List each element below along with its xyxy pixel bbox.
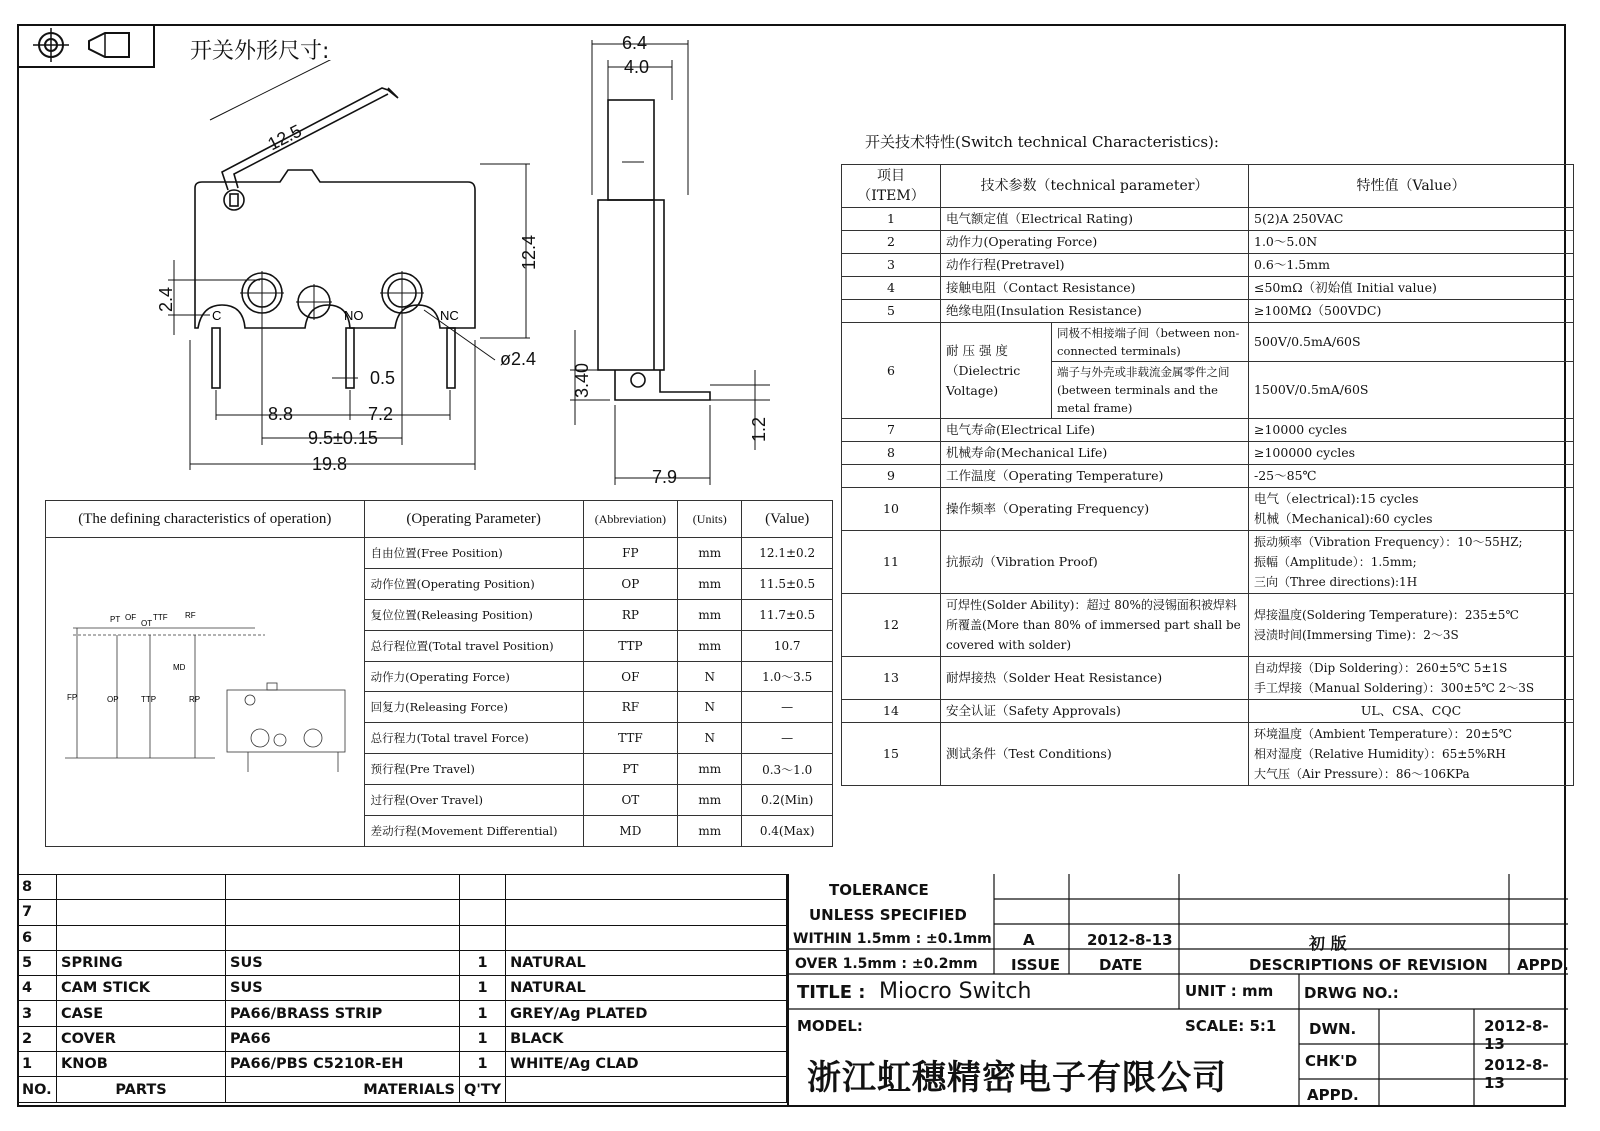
tech-param: 耐焊接热（Solder Heat Resistance) — [941, 657, 1249, 700]
tech-subparam: 同极不相接端子间（between non-connected terminals) — [1052, 323, 1249, 362]
description-label: DESCRIPTIONS OF REVISION — [1249, 956, 1488, 974]
ops-unit: mm — [678, 599, 742, 630]
tech-value-line: 机械（Mechanical):60 cycles — [1254, 511, 1433, 526]
title-label: TITLE : — [797, 982, 866, 1003]
ops-abbr: RP — [583, 599, 678, 630]
part-finish: GREY/Ag PLATED — [506, 1001, 787, 1026]
table-row — [842, 531, 1574, 594]
ops-abbr: FP — [583, 538, 678, 569]
ops-unit: mm — [678, 754, 742, 785]
ops-value: — — [742, 723, 833, 754]
ops-param: 过行程(Over Travel) — [364, 785, 583, 816]
part-no: 6 — [18, 925, 57, 950]
dim-terminal-thickness: 1.2 — [749, 416, 769, 442]
tech-no: 2 — [842, 231, 941, 254]
part-finish: WHITE/Ag CLAD — [506, 1052, 787, 1077]
ops-value: 0.3～1.0 — [742, 754, 833, 785]
terminal-no-label: NO — [344, 308, 364, 323]
tech-no: 6 — [842, 323, 941, 419]
dim-hole-dia: ø2.4 — [500, 349, 537, 369]
ops-unit: N — [678, 723, 742, 754]
table-row — [842, 465, 1574, 488]
table-row — [18, 1026, 787, 1051]
part-finish: NATURAL — [506, 976, 787, 1001]
tolerance-within: WITHIN 1.5mm : ±0.1mm — [793, 931, 992, 947]
ops-param: 复位位置(Releasing Position) — [364, 599, 583, 630]
fig-label-rf: RF — [184, 611, 196, 621]
dim-width-body: 4.0 — [624, 57, 650, 77]
part-no: 8 — [18, 875, 57, 900]
tech-no: 5 — [842, 300, 941, 323]
front-view-drawing — [150, 60, 570, 480]
model-label: MODEL: — [797, 1017, 863, 1035]
ops-abbr: TTP — [583, 630, 678, 661]
table-row — [842, 442, 1574, 465]
tech-no: 10 — [842, 488, 941, 531]
ops-value: — — [742, 692, 833, 723]
tolerance-over: OVER 1.5mm : ±0.2mm — [795, 956, 978, 972]
tech-value: 500V/0.5mA/60S — [1249, 323, 1574, 362]
part-qty: 1 — [460, 976, 506, 1001]
table-row — [18, 950, 787, 975]
ops-param: 总行程位置(Total travel Position) — [364, 630, 583, 661]
table-row — [18, 900, 787, 925]
dim-width-total: 6.4 — [622, 33, 648, 53]
tech-header-param: 技术参数（technical parameter） — [941, 165, 1249, 208]
part-no: 2 — [18, 1026, 57, 1051]
ops-param: 自由位置(Free Position) — [364, 538, 583, 569]
tech-value-line: 振幅（Amplitude）：1.5mm; — [1254, 555, 1417, 569]
tech-no: 1 — [842, 208, 941, 231]
fig-label-of: OF — [124, 613, 136, 623]
ops-header-defining: (The defining characteristics of operation) — [46, 501, 365, 538]
scale-label: SCALE: 5:1 — [1185, 1017, 1277, 1035]
ops-value: 11.5±0.5 — [742, 568, 833, 599]
part-name: CASE — [57, 1001, 226, 1026]
company-name: 浙江虹穗精密电子有限公司 — [807, 1058, 1227, 1098]
terminal-c-label: C — [212, 308, 222, 323]
checked-label: CHK'D — [1305, 1052, 1358, 1070]
tech-param: 可焊性(Solder Ability)：超过 80%的浸锡面积被焊料所覆盖(More than 80% of immersed part shall be covered with solder) — [941, 594, 1249, 657]
table-row — [842, 419, 1574, 442]
ops-param: 总行程力(Total travel Force) — [364, 723, 583, 754]
tech-value: ≤50mΩ（初始值 Initial value) — [1249, 277, 1574, 300]
drawing-number-label: DRWG NO.: — [1304, 984, 1399, 1002]
tech-no: 8 — [842, 442, 941, 465]
table-row — [842, 594, 1574, 657]
table-row — [842, 700, 1574, 723]
ops-param: 动作力(Operating Force) — [364, 661, 583, 692]
ops-param: 动作位置(Operating Position) — [364, 568, 583, 599]
tech-param: 耐 压 强 度（Dielectric Voltage) — [941, 323, 1052, 419]
ops-unit: N — [678, 692, 742, 723]
tech-value: 5(2)A 250VAC — [1249, 208, 1574, 231]
dim-height: 12.4 — [519, 234, 539, 270]
tolerance-label: TOLERANCE — [829, 881, 929, 899]
approved-label: APPD. — [1307, 1086, 1359, 1104]
tech-value-line: 相对湿度（Relative Humidity）：65±5%RH — [1254, 747, 1506, 761]
ops-value: 10.7 — [742, 630, 833, 661]
tech-no: 13 — [842, 657, 941, 700]
table-row — [842, 323, 1574, 362]
tech-value: 0.6～1.5mm — [1249, 254, 1574, 277]
date-label: DATE — [1099, 956, 1143, 974]
tech-no: 4 — [842, 277, 941, 300]
operation-table — [45, 500, 833, 847]
part-no: 7 — [18, 900, 57, 925]
tech-param: 工作温度（Operating Temperature) — [941, 465, 1249, 488]
tech-param: 安全认证（Safety Approvals) — [941, 700, 1249, 723]
table-row — [18, 1001, 787, 1026]
ops-abbr: OP — [583, 568, 678, 599]
tech-no: 15 — [842, 723, 941, 786]
fig-label-ttf: TTF — [152, 613, 168, 623]
tech-value: ≥10000 cycles — [1249, 419, 1574, 442]
projection-symbol — [17, 24, 155, 68]
tech-param: 接触电阻（Contact Resistance) — [941, 277, 1249, 300]
fig-label-fp: FP — [66, 693, 78, 703]
part-no: 4 — [18, 976, 57, 1001]
parts-header-no: NO. — [18, 1077, 57, 1102]
tech-no: 3 — [842, 254, 941, 277]
ops-unit: mm — [678, 538, 742, 569]
tech-param: 测试条件（Test Conditions) — [941, 723, 1249, 786]
ops-param: 回复力(Releasing Force) — [364, 692, 583, 723]
parts-table — [17, 874, 787, 1103]
dim-terminal-height: 3.40 — [572, 362, 592, 398]
tech-param: 动作力(Operating Force) — [941, 231, 1249, 254]
third-angle-projection-icon — [17, 24, 153, 66]
part-material: SUS — [226, 950, 460, 975]
dim-c-nc: 9.5±0.15 — [308, 428, 378, 448]
table-row — [18, 1052, 787, 1077]
tech-param: 电气额定值（Electrical Rating) — [941, 208, 1249, 231]
ops-value: 0.2(Min) — [742, 785, 833, 816]
dim-depth: 7.9 — [652, 467, 678, 487]
parts-header-part: PARTS — [57, 1077, 226, 1102]
tech-value-line: 振动频率（Vibration Frequency）：10～55HZ; — [1254, 535, 1523, 549]
part-name: CAM STICK — [57, 976, 226, 1001]
part-material: SUS — [226, 976, 460, 1001]
table-row — [18, 875, 787, 900]
tech-param: 绝缘电阻(Insulation Resistance) — [941, 300, 1249, 323]
tech-param: 操作频率（Operating Frequency) — [941, 488, 1249, 531]
drawn-date: 2012-8-13 — [1484, 1017, 1549, 1053]
part-finish: NATURAL — [506, 950, 787, 975]
ops-abbr: OT — [583, 785, 678, 816]
tech-param: 机械寿命(Mechanical Life) — [941, 442, 1249, 465]
title-block — [787, 874, 1568, 1107]
drawing-title: Miocro Switch — [879, 979, 1032, 1004]
part-no: 5 — [18, 950, 57, 975]
tech-value-line: 环境温度（Ambient Temperature）：20±5℃ — [1254, 727, 1513, 741]
fig-label-pt: PT — [109, 615, 121, 625]
parts-header-qty: Q'TY — [460, 1077, 506, 1102]
tech-value-line: 自动焊接（Dip Soldering）：260±5℃ 5±1S — [1254, 661, 1508, 675]
ops-value: 0.4(Max) — [742, 816, 833, 847]
part-material: PA66 — [226, 1026, 460, 1051]
ops-value: 12.1±0.2 — [742, 538, 833, 569]
tech-header-item: 项目（ITEM） — [842, 165, 941, 208]
tech-value: ≥100000 cycles — [1249, 442, 1574, 465]
table-row — [18, 1077, 787, 1102]
table-row — [18, 925, 787, 950]
checked-date: 2012-8-13 — [1484, 1056, 1549, 1092]
table-row — [842, 488, 1574, 531]
tech-header-value: 特性值（Value） — [1249, 165, 1574, 208]
unless-specified-label: UNLESS SPECIFIED — [809, 906, 967, 924]
tech-value-line: 电气（electrical):15 cycles — [1254, 491, 1419, 506]
tech-value: ≥100MΩ（500VDC) — [1249, 300, 1574, 323]
tech-value-line: 手工焊接（Manual Soldering）：300±5℃ 2～3S — [1254, 681, 1535, 695]
table-row — [842, 300, 1574, 323]
tech-no: 11 — [842, 531, 941, 594]
part-no: 3 — [18, 1001, 57, 1026]
ops-unit: mm — [678, 816, 742, 847]
tech-value: UL、CSA、CQC — [1249, 700, 1574, 723]
section-title: 开关外形尺寸: — [190, 39, 330, 64]
dim-lever: 12.5 — [264, 120, 305, 155]
terminal-nc-label: NC — [440, 308, 459, 323]
table-row — [842, 277, 1574, 300]
appd-label: APPD. — [1517, 956, 1569, 974]
part-name: COVER — [57, 1026, 226, 1051]
ops-abbr: TTF — [583, 723, 678, 754]
table-row — [842, 657, 1574, 700]
drawn-label: DWN. — [1309, 1020, 1357, 1038]
ops-unit: N — [678, 661, 742, 692]
part-name: SPRING — [57, 950, 226, 975]
ops-header-value: (Value) — [742, 501, 833, 538]
ops-figure-cell — [46, 538, 365, 847]
dim-c-no: 8.8 — [268, 404, 294, 424]
unit-label: UNIT : mm — [1185, 982, 1274, 1000]
ops-unit: mm — [678, 568, 742, 599]
ops-header-param: (Operating Parameter) — [364, 501, 583, 538]
part-no: 1 — [18, 1052, 57, 1077]
table-row — [842, 231, 1574, 254]
tech-no: 9 — [842, 465, 941, 488]
dim-no-nc: 7.2 — [368, 404, 394, 424]
part-qty: 1 — [460, 950, 506, 975]
tech-title: 开关技术特性(Switch technical Characteristics): — [865, 133, 1219, 151]
tech-param: 抗振动（Vibration Proof) — [941, 531, 1249, 594]
part-material: PA66/PBS C5210R-EH — [226, 1052, 460, 1077]
tech-no: 12 — [842, 594, 941, 657]
tech-no: 7 — [842, 419, 941, 442]
tech-value-line: 焊接温度(Soldering Temperature)：235±5℃ — [1254, 608, 1519, 622]
table-row — [842, 254, 1574, 277]
ops-header-abbr: (Abbreviation) — [583, 501, 678, 538]
fig-label-md: MD — [172, 663, 186, 673]
fig-label-ot: OT — [140, 619, 152, 629]
part-material: PA66/BRASS STRIP — [226, 1001, 460, 1026]
ops-value: 11.7±0.5 — [742, 599, 833, 630]
tech-value-line: 大气压（Air Pressure）：86～106KPa — [1254, 767, 1470, 781]
tech-table — [841, 164, 1574, 786]
ops-unit: mm — [678, 630, 742, 661]
ops-abbr: RF — [583, 692, 678, 723]
revision-description: 初 版 — [1309, 934, 1347, 953]
ops-value: 1.0～3.5 — [742, 661, 833, 692]
tech-param: 电气寿命(Electrical Life) — [941, 419, 1249, 442]
table-row — [46, 538, 833, 569]
ops-abbr: PT — [583, 754, 678, 785]
ops-unit: mm — [678, 785, 742, 816]
dim-pin-offset: 2.4 — [156, 286, 176, 312]
part-qty: 1 — [460, 1001, 506, 1026]
fig-label-op: OP — [106, 695, 119, 705]
tech-value: 1500V/0.5mA/60S — [1249, 362, 1574, 419]
tech-value-line: 浸渍时间(Immersing Time)：2～3S — [1254, 628, 1459, 642]
table-row — [842, 723, 1574, 786]
tech-no: 14 — [842, 700, 941, 723]
side-view-drawing — [560, 30, 800, 490]
fig-label-rp: RP — [188, 695, 200, 705]
part-qty: 1 — [460, 1026, 506, 1051]
tech-value: -25～85℃ — [1249, 465, 1574, 488]
part-qty: 1 — [460, 1052, 506, 1077]
dim-pin-width: 0.5 — [370, 368, 396, 388]
table-row — [18, 976, 787, 1001]
ops-param: 预行程(Pre Travel) — [364, 754, 583, 785]
ops-param: 差动行程(Movement Differential) — [364, 816, 583, 847]
parts-header-material: MATERIALS — [226, 1077, 460, 1102]
fig-label-ttp: TTP — [140, 695, 156, 705]
table-row — [842, 208, 1574, 231]
tech-subparam: 端子与外壳或非载流金属零件之间(between terminals and the metal frame) — [1052, 362, 1249, 419]
issue-label: ISSUE — [1011, 956, 1060, 974]
ops-abbr: MD — [583, 816, 678, 847]
part-finish: BLACK — [506, 1026, 787, 1051]
tech-value-line: 三向（Three directions):1H — [1254, 575, 1418, 589]
ops-abbr: OF — [583, 661, 678, 692]
part-name: KNOB — [57, 1052, 226, 1077]
issue-value: A — [1023, 931, 1035, 949]
operation-figure — [55, 540, 355, 840]
tech-value: 1.0～5.0N — [1249, 231, 1574, 254]
ops-header-units: (Units) — [678, 501, 742, 538]
revision-date: 2012-8-13 — [1087, 931, 1173, 949]
dim-length: 19.8 — [312, 454, 348, 474]
tech-param: 动作行程(Pretravel) — [941, 254, 1249, 277]
